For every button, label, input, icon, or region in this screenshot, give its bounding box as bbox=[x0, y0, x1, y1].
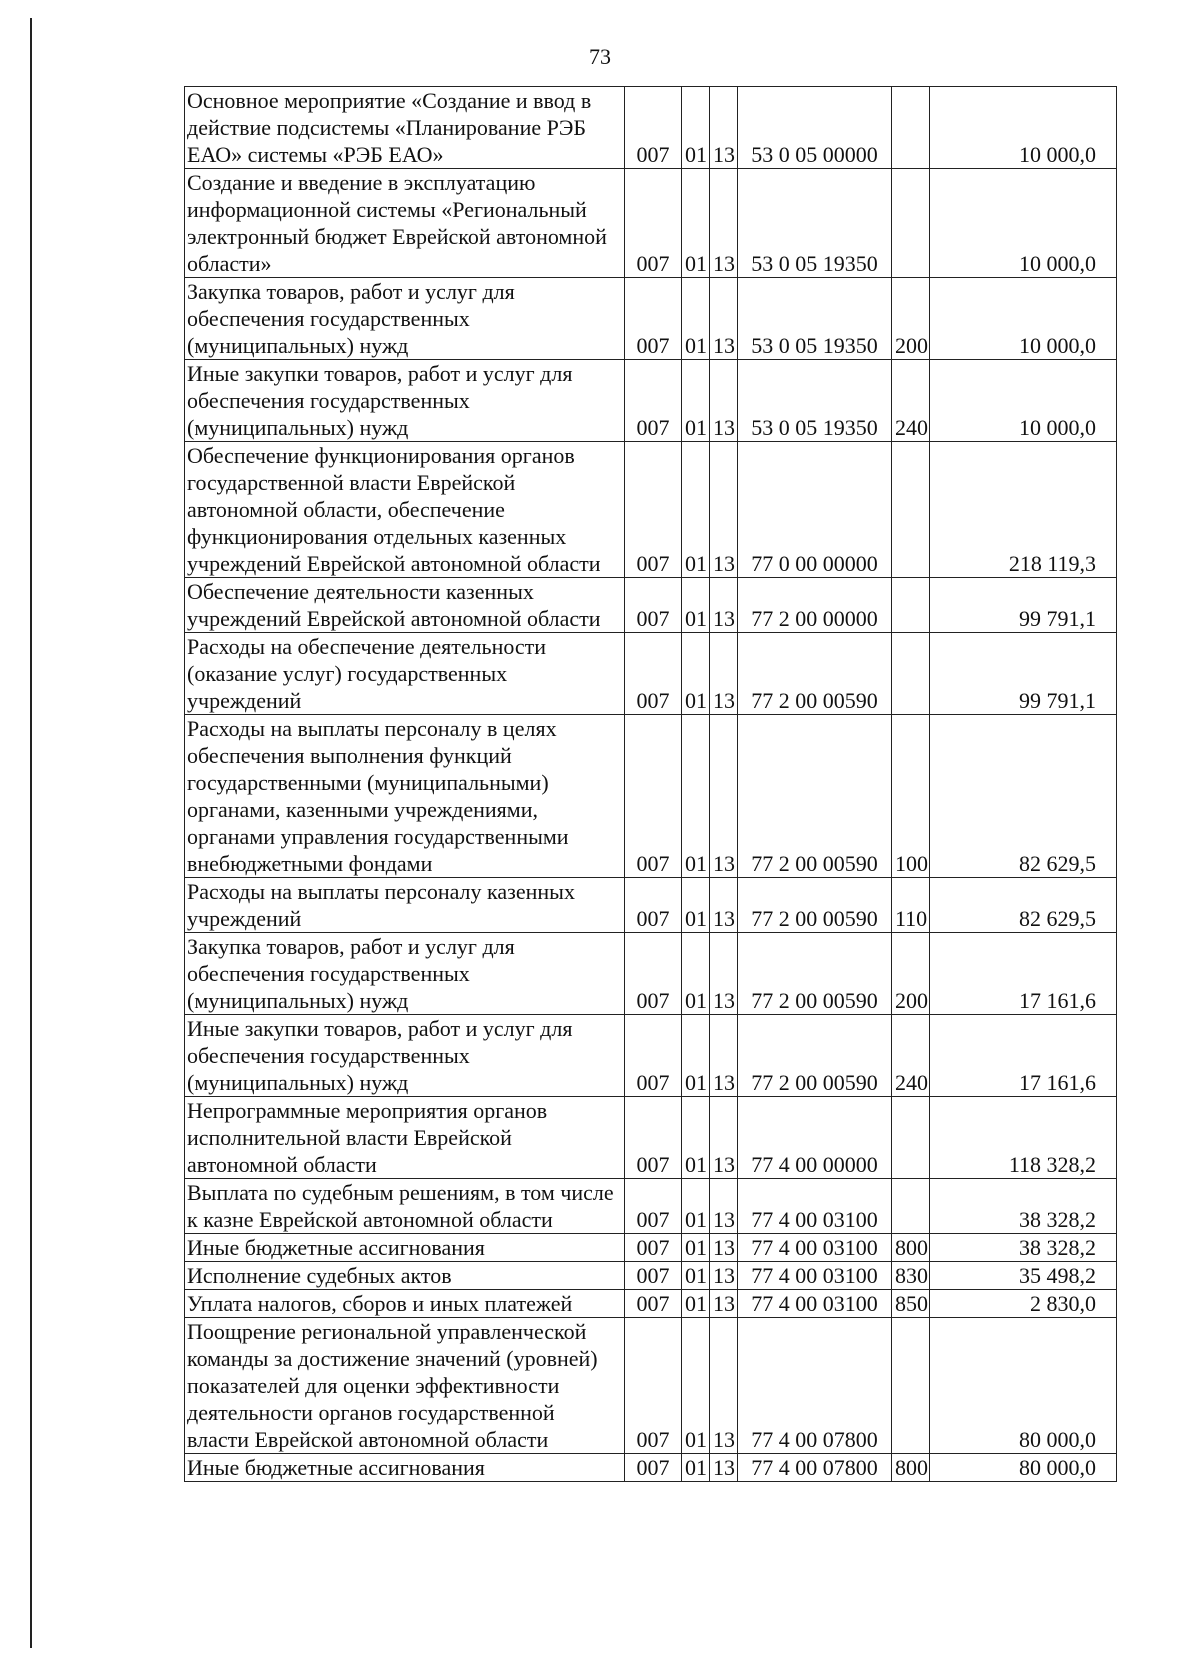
cell-pr: 13 bbox=[710, 715, 738, 878]
cell-cs: 77 4 00 03100 bbox=[738, 1179, 892, 1234]
cell-sum: 38 328,2 bbox=[930, 1179, 1117, 1234]
table-row bbox=[185, 169, 1117, 278]
cell-cs: 77 4 00 03100 bbox=[738, 1262, 892, 1290]
cell-rz: 01 bbox=[682, 1262, 710, 1290]
cell-rz: 01 bbox=[682, 1454, 710, 1482]
table-row bbox=[185, 1262, 1117, 1290]
cell-name: Расходы на обеспечение деятельности (оказание услуг) государственных учреждений bbox=[185, 633, 625, 715]
table-row bbox=[185, 1179, 1117, 1234]
cell-vr bbox=[892, 1179, 930, 1234]
cell-ved: 007 bbox=[625, 1015, 682, 1097]
cell-pr: 13 bbox=[710, 1454, 738, 1482]
cell-sum: 218 119,3 bbox=[930, 442, 1117, 578]
cell-ved: 007 bbox=[625, 1454, 682, 1482]
table-row bbox=[185, 633, 1117, 715]
table-row bbox=[185, 1015, 1117, 1097]
cell-pr: 13 bbox=[710, 1234, 738, 1262]
budget-table bbox=[184, 86, 1117, 1482]
cell-name: Уплата налогов, сборов и иных платежей bbox=[185, 1290, 625, 1318]
page-number: 73 bbox=[589, 44, 611, 69]
cell-ved: 007 bbox=[625, 1318, 682, 1454]
cell-name: Основное мероприятие «Создание и ввод в действие подсистемы «Планирование РЭБ ЕАО» системы «РЭБ ЕАО» bbox=[185, 87, 625, 169]
table-row bbox=[185, 578, 1117, 633]
cell-pr: 13 bbox=[710, 1318, 738, 1454]
cell-name: Иные бюджетные ассигнования bbox=[185, 1454, 625, 1482]
cell-cs: 77 2 00 00590 bbox=[738, 1015, 892, 1097]
cell-sum: 17 161,6 bbox=[930, 933, 1117, 1015]
table-row bbox=[185, 360, 1117, 442]
cell-sum: 10 000,0 bbox=[930, 360, 1117, 442]
table-row bbox=[185, 933, 1117, 1015]
table-row bbox=[185, 1318, 1117, 1454]
cell-rz: 01 bbox=[682, 1318, 710, 1454]
cell-vr bbox=[892, 442, 930, 578]
cell-sum: 10 000,0 bbox=[930, 278, 1117, 360]
cell-name: Выплата по судебным решениям, в том числе к казне Еврейской автономной области bbox=[185, 1179, 625, 1234]
cell-vr bbox=[892, 1318, 930, 1454]
cell-ved: 007 bbox=[625, 278, 682, 360]
cell-name: Поощрение региональной управленческой команды за достижение значений (уровней) показателей для оценки эффективности деятельности органов государственной власти Еврейской автономной области bbox=[185, 1318, 625, 1454]
cell-cs: 77 0 00 00000 bbox=[738, 442, 892, 578]
cell-cs: 77 2 00 00590 bbox=[738, 633, 892, 715]
cell-sum: 10 000,0 bbox=[930, 169, 1117, 278]
cell-vr: 240 bbox=[892, 360, 930, 442]
cell-vr: 800 bbox=[892, 1454, 930, 1482]
cell-sum: 35 498,2 bbox=[930, 1262, 1117, 1290]
cell-name: Обеспечение функционирования органов государственной власти Еврейской автономной области, обеспечение функционирования отдельных казенных учреждений Еврейской автономной области bbox=[185, 442, 625, 578]
cell-ved: 007 bbox=[625, 878, 682, 933]
cell-rz: 01 bbox=[682, 878, 710, 933]
cell-vr bbox=[892, 1097, 930, 1179]
cell-sum: 118 328,2 bbox=[930, 1097, 1117, 1179]
cell-cs: 53 0 05 19350 bbox=[738, 278, 892, 360]
cell-cs: 77 2 00 00000 bbox=[738, 578, 892, 633]
cell-ved: 007 bbox=[625, 1234, 682, 1262]
cell-sum: 80 000,0 bbox=[930, 1454, 1117, 1482]
table-row bbox=[185, 442, 1117, 578]
cell-rz: 01 bbox=[682, 442, 710, 578]
cell-sum: 99 791,1 bbox=[930, 578, 1117, 633]
table-row bbox=[185, 278, 1117, 360]
cell-vr bbox=[892, 87, 930, 169]
left-margin-line bbox=[30, 18, 32, 1648]
cell-cs: 77 2 00 00590 bbox=[738, 715, 892, 878]
cell-cs: 77 2 00 00590 bbox=[738, 933, 892, 1015]
cell-vr: 800 bbox=[892, 1234, 930, 1262]
cell-rz: 01 bbox=[682, 1290, 710, 1318]
cell-vr bbox=[892, 169, 930, 278]
cell-rz: 01 bbox=[682, 578, 710, 633]
cell-name: Закупка товаров, работ и услуг для обеспечения государственных (муниципальных) нужд bbox=[185, 933, 625, 1015]
cell-ved: 007 bbox=[625, 360, 682, 442]
cell-ved: 007 bbox=[625, 578, 682, 633]
table-row bbox=[185, 1097, 1117, 1179]
cell-cs: 53 0 05 19350 bbox=[738, 360, 892, 442]
budget-table-body bbox=[185, 87, 1117, 1482]
cell-rz: 01 bbox=[682, 278, 710, 360]
cell-sum: 80 000,0 bbox=[930, 1318, 1117, 1454]
cell-ved: 007 bbox=[625, 633, 682, 715]
cell-vr: 850 bbox=[892, 1290, 930, 1318]
cell-cs: 77 4 00 03100 bbox=[738, 1234, 892, 1262]
cell-rz: 01 bbox=[682, 87, 710, 169]
cell-rz: 01 bbox=[682, 1097, 710, 1179]
cell-pr: 13 bbox=[710, 169, 738, 278]
cell-name: Исполнение судебных актов bbox=[185, 1262, 625, 1290]
cell-ved: 007 bbox=[625, 1097, 682, 1179]
table-row bbox=[185, 1290, 1117, 1318]
cell-name: Иные закупки товаров, работ и услуг для обеспечения государственных (муниципальных) нужд bbox=[185, 1015, 625, 1097]
cell-pr: 13 bbox=[710, 87, 738, 169]
cell-rz: 01 bbox=[682, 1179, 710, 1234]
cell-pr: 13 bbox=[710, 1290, 738, 1318]
table-row bbox=[185, 1454, 1117, 1482]
cell-ved: 007 bbox=[625, 442, 682, 578]
cell-rz: 01 bbox=[682, 633, 710, 715]
cell-name: Обеспечение деятельности казенных учреждений Еврейской автономной области bbox=[185, 578, 625, 633]
cell-sum: 2 830,0 bbox=[930, 1290, 1117, 1318]
cell-rz: 01 bbox=[682, 169, 710, 278]
cell-name: Иные бюджетные ассигнования bbox=[185, 1234, 625, 1262]
cell-pr: 13 bbox=[710, 878, 738, 933]
table-row bbox=[185, 715, 1117, 878]
cell-cs: 77 4 00 07800 bbox=[738, 1318, 892, 1454]
cell-name: Создание и введение в эксплуатацию информационной системы «Региональный электронный бюджет Еврейской автономной области» bbox=[185, 169, 625, 278]
cell-ved: 007 bbox=[625, 1262, 682, 1290]
cell-ved: 007 bbox=[625, 169, 682, 278]
cell-rz: 01 bbox=[682, 715, 710, 878]
cell-pr: 13 bbox=[710, 933, 738, 1015]
cell-pr: 13 bbox=[710, 1262, 738, 1290]
cell-pr: 13 bbox=[710, 360, 738, 442]
cell-cs: 53 0 05 00000 bbox=[738, 87, 892, 169]
table-row bbox=[185, 878, 1117, 933]
cell-name: Иные закупки товаров, работ и услуг для обеспечения государственных (муниципальных) нужд bbox=[185, 360, 625, 442]
cell-sum: 10 000,0 bbox=[930, 87, 1117, 169]
cell-pr: 13 bbox=[710, 442, 738, 578]
cell-ved: 007 bbox=[625, 1179, 682, 1234]
cell-vr: 200 bbox=[892, 933, 930, 1015]
cell-ved: 007 bbox=[625, 715, 682, 878]
table-row bbox=[185, 87, 1117, 169]
cell-sum: 82 629,5 bbox=[930, 878, 1117, 933]
cell-sum: 38 328,2 bbox=[930, 1234, 1117, 1262]
cell-name: Расходы на выплаты персоналу казенных учреждений bbox=[185, 878, 625, 933]
cell-pr: 13 bbox=[710, 1097, 738, 1179]
cell-rz: 01 bbox=[682, 1015, 710, 1097]
cell-rz: 01 bbox=[682, 933, 710, 1015]
cell-pr: 13 bbox=[710, 278, 738, 360]
cell-pr: 13 bbox=[710, 1179, 738, 1234]
cell-cs: 77 4 00 03100 bbox=[738, 1290, 892, 1318]
cell-cs: 77 4 00 07800 bbox=[738, 1454, 892, 1482]
cell-ved: 007 bbox=[625, 1290, 682, 1318]
cell-vr bbox=[892, 633, 930, 715]
cell-rz: 01 bbox=[682, 360, 710, 442]
table-row bbox=[185, 1234, 1117, 1262]
cell-sum: 17 161,6 bbox=[930, 1015, 1117, 1097]
cell-vr: 830 bbox=[892, 1262, 930, 1290]
cell-name: Непрограммные мероприятия органов исполнительной власти Еврейской автономной области bbox=[185, 1097, 625, 1179]
cell-name: Закупка товаров, работ и услуг для обеспечения государственных (муниципальных) нужд bbox=[185, 278, 625, 360]
cell-sum: 82 629,5 bbox=[930, 715, 1117, 878]
cell-vr: 240 bbox=[892, 1015, 930, 1097]
cell-vr: 200 bbox=[892, 278, 930, 360]
cell-cs: 77 2 00 00590 bbox=[738, 878, 892, 933]
cell-pr: 13 bbox=[710, 633, 738, 715]
cell-ved: 007 bbox=[625, 87, 682, 169]
cell-vr: 110 bbox=[892, 878, 930, 933]
cell-sum: 99 791,1 bbox=[930, 633, 1117, 715]
cell-cs: 77 4 00 00000 bbox=[738, 1097, 892, 1179]
cell-name: Расходы на выплаты персоналу в целях обеспечения выполнения функций государственными (муниципальными) органами, казенными учреждениями, органами управления государственными внебюджетными фондами bbox=[185, 715, 625, 878]
cell-pr: 13 bbox=[710, 1015, 738, 1097]
cell-vr bbox=[892, 578, 930, 633]
cell-rz: 01 bbox=[682, 1234, 710, 1262]
cell-ved: 007 bbox=[625, 933, 682, 1015]
cell-pr: 13 bbox=[710, 578, 738, 633]
cell-cs: 53 0 05 19350 bbox=[738, 169, 892, 278]
cell-vr: 100 bbox=[892, 715, 930, 878]
